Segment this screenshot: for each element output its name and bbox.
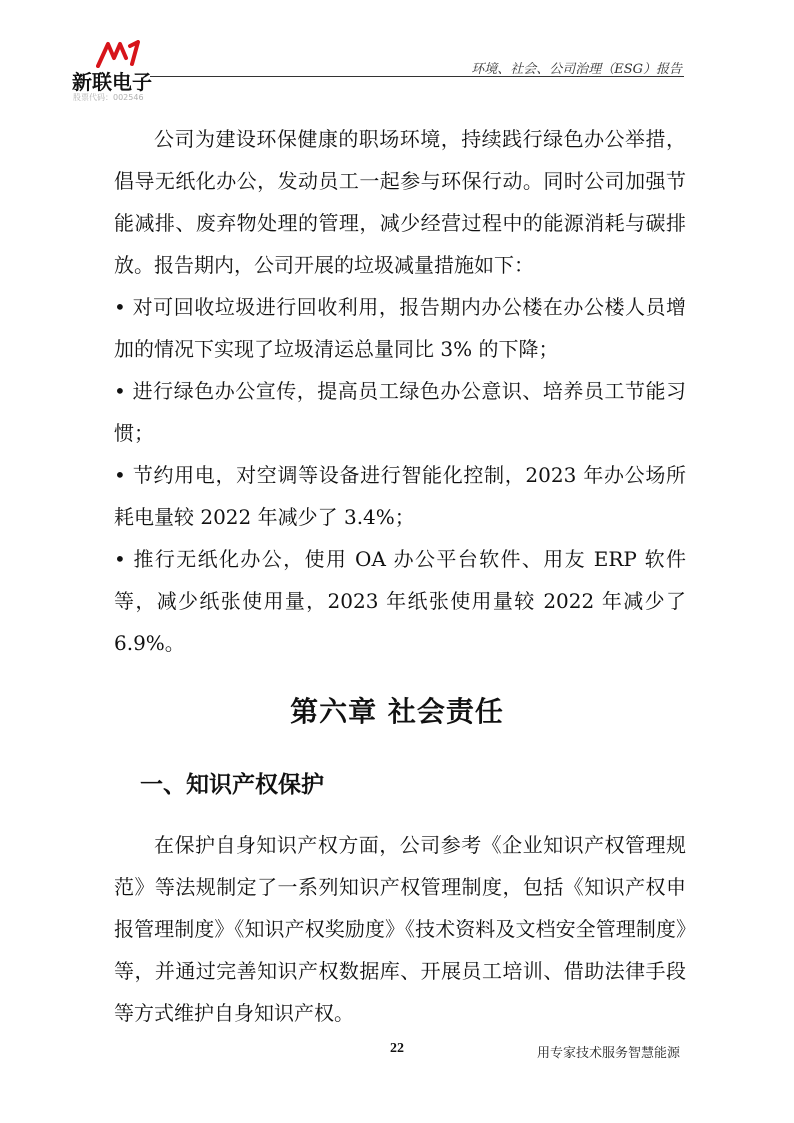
stock-code: 股票代码：002546: [73, 93, 144, 102]
report-title: 环境、社会、公司治理（ESG）报告: [471, 62, 682, 77]
section-title: 一、知识产权保护: [140, 771, 324, 798]
company-logo-icon: [96, 40, 140, 68]
main-text: [114, 118, 686, 664]
section-text: [114, 824, 686, 1034]
page-number: 22: [390, 1041, 404, 1056]
bullet-item: • 节约用电，对空调等设备进行智能化控制，2023 年办公场所耗电量较 2022 年减少了 3.4%；: [114, 463, 686, 529]
section-paragraph: 在保护自身知识产权方面，公司参考《企业知识产权管理规范》等法规制定了一系列知识产权管理制度，包括《知识产权申报管理制度》《知识产权奖励度》《技术资料及文档安全管理制度》等，并通过完善知识产权数据库、开展员工培训、借助法律手段等方式维护自身知识产权。: [114, 833, 686, 1025]
page-header: [0, 0, 794, 110]
brand-name: 新联电子: [72, 70, 152, 94]
bullet-item: • 进行绿色办公宣传，提高员工绿色办公意识、培养员工节能习惯；: [114, 379, 686, 445]
chapter-title: 第六章 社会责任: [290, 695, 504, 728]
footer-slogan: 用专家技术服务智慧能源: [536, 1046, 680, 1061]
bullet-item: • 推行无纸化办公，使用 OA 办公平台软件、用友 ERP 软件等，减少纸张使用量，2023 年纸张使用量较 2022 年减少了 6.9%。: [114, 547, 686, 655]
bullet-item: • 对可回收垃圾进行回收利用，报告期内办公楼在办公楼人员增加的情况下实现了垃圾清运总量同比 3% 的下降；: [114, 295, 686, 361]
intro-paragraph: 公司为建设环保健康的职场环境，持续践行绿色办公举措，倡导无纸化办公，发动员工一起参与环保行动。同时公司加强节能减排、废弃物处理的管理，减少经营过程中的能源消耗与碳排放。报告期内，公司开展的垃圾减量措施如下：: [114, 127, 686, 277]
